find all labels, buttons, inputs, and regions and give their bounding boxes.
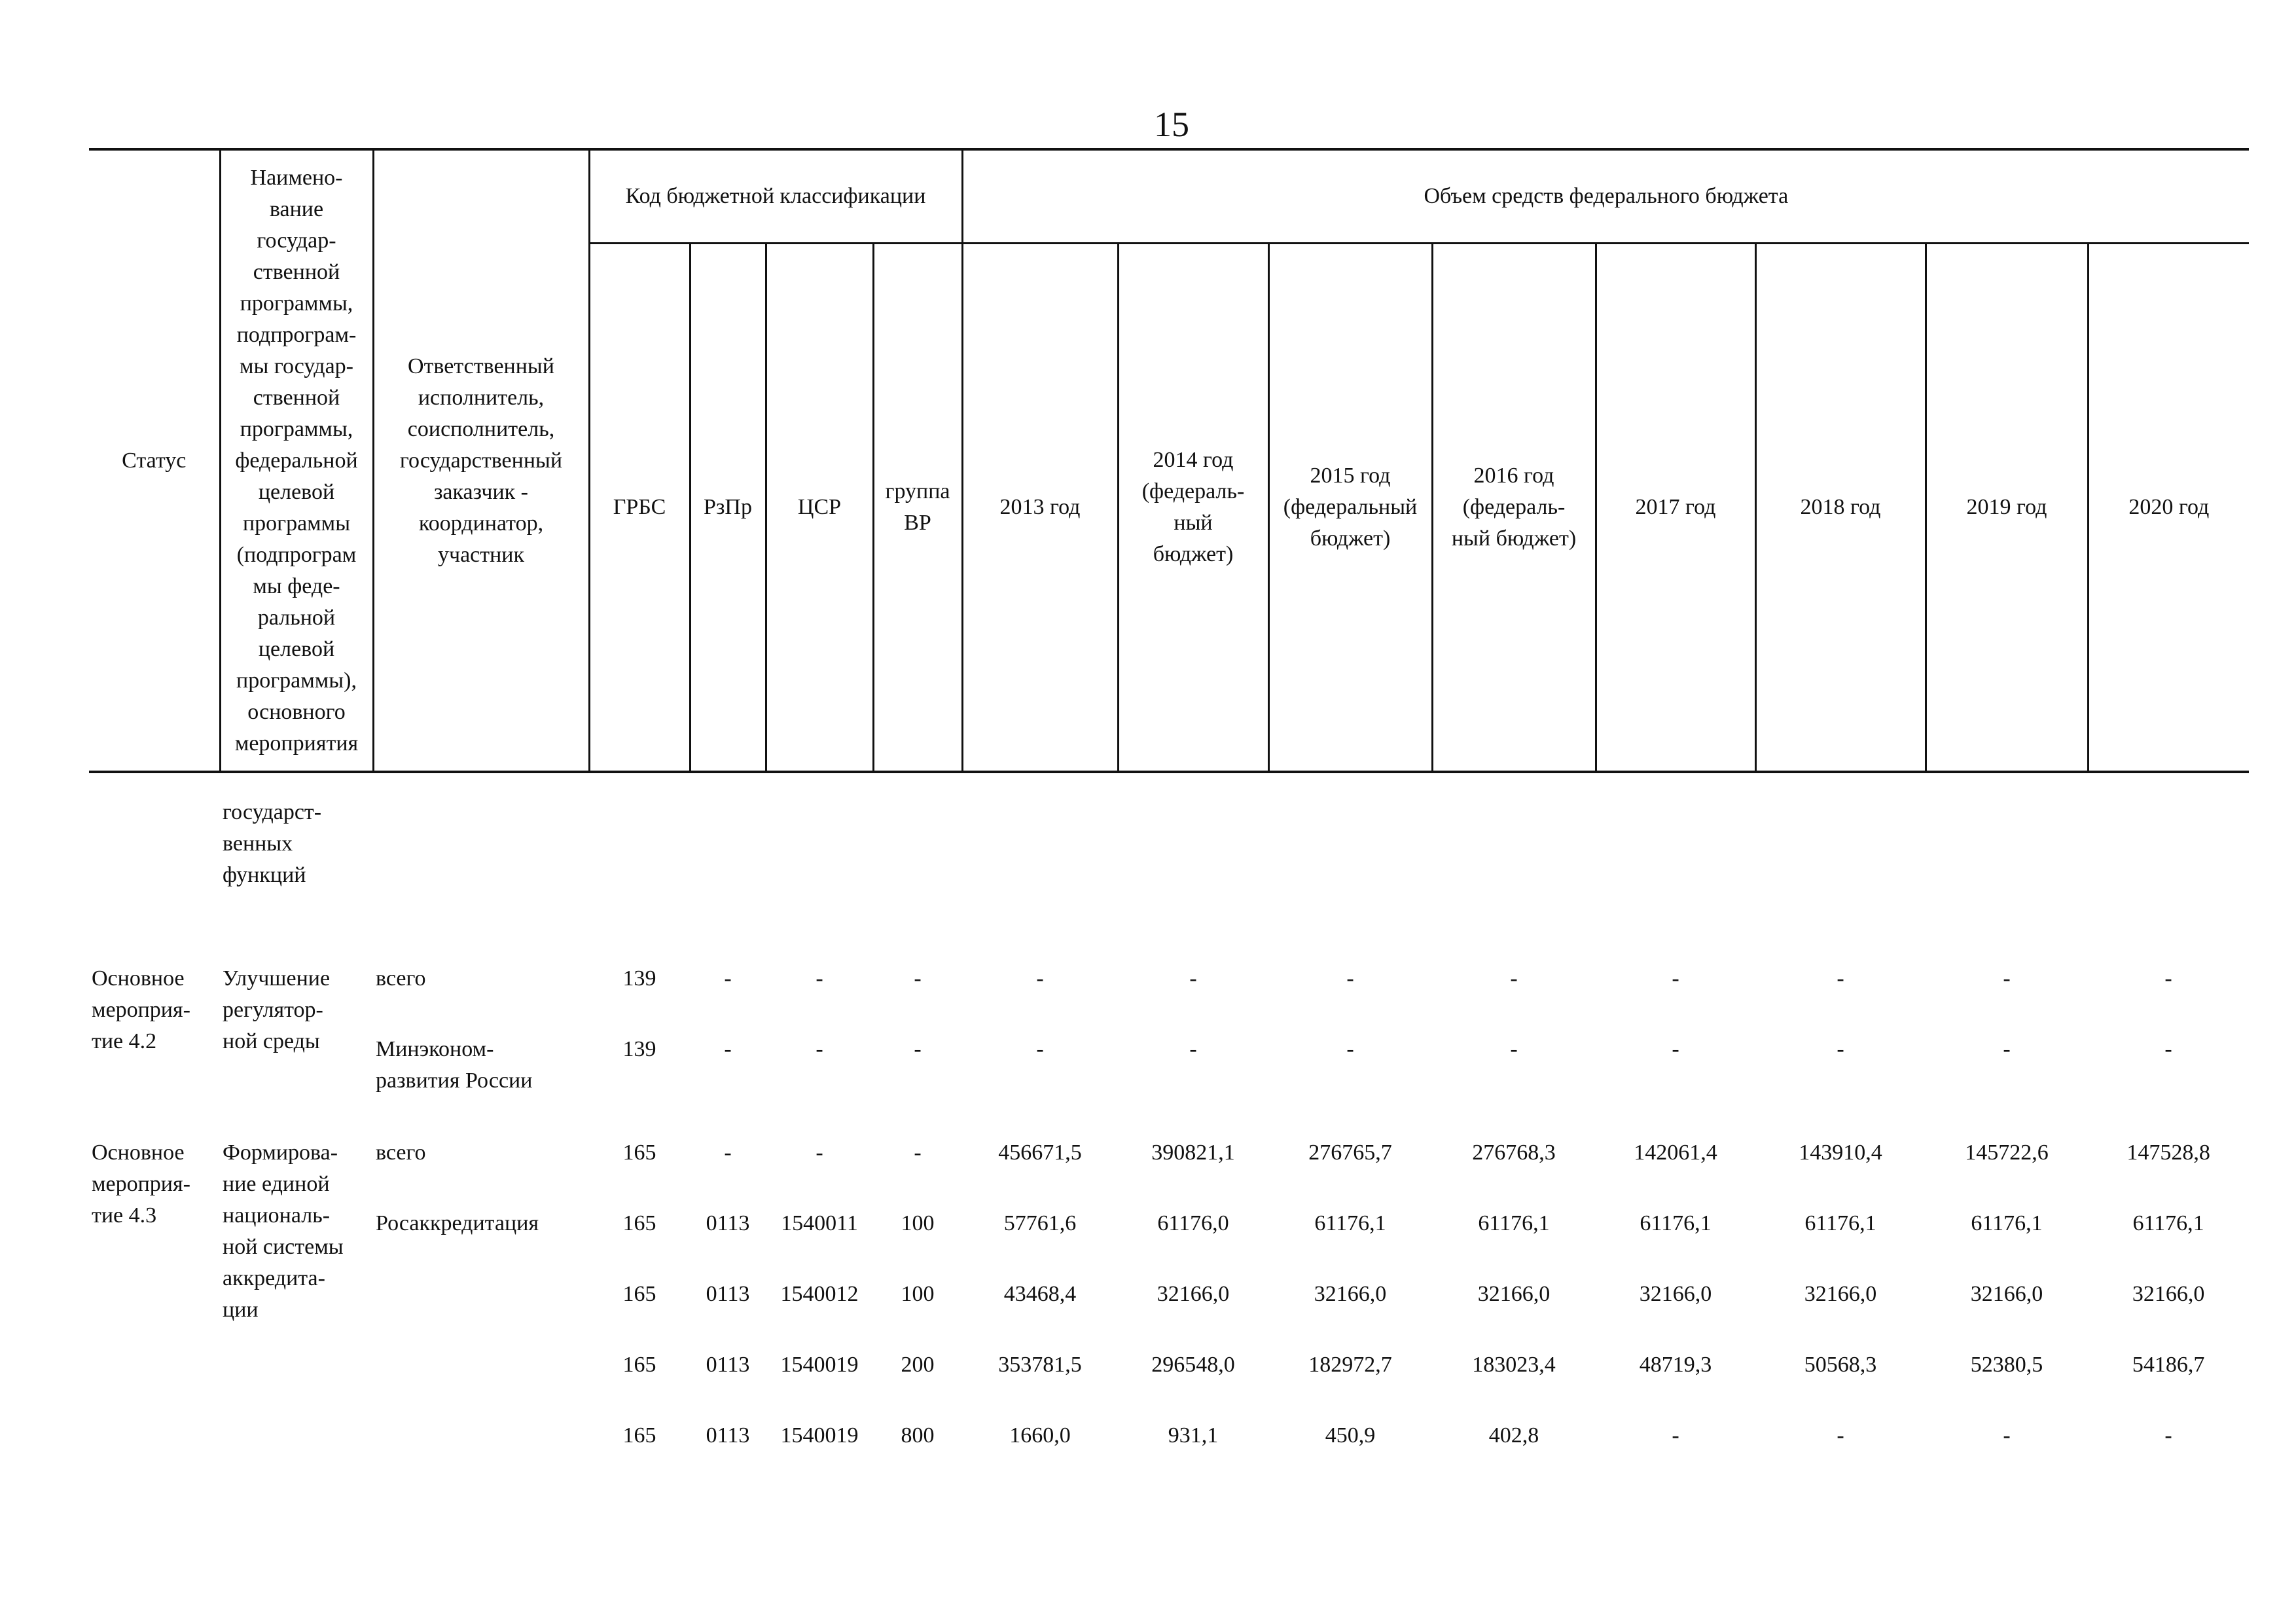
- value-2014: 61176,0: [1157, 1211, 1229, 1235]
- rzpr-cell: -: [724, 1140, 732, 1165]
- rzpr-cell: -: [724, 966, 732, 991]
- value-2015: -: [1346, 966, 1354, 991]
- header-responsible: Ответственный исполнитель, соисполнитель, государственный заказчик - координатор, участник: [373, 149, 589, 772]
- table-row: [89, 1344, 2249, 1415]
- value-2016: -: [1510, 966, 1518, 991]
- vr-cell: 100: [901, 1211, 935, 1235]
- value-2013: -: [1036, 966, 1044, 991]
- value-2015: 61176,1: [1314, 1211, 1386, 1235]
- table-row: [89, 1415, 2249, 1486]
- csr-cell: -: [816, 1037, 823, 1061]
- value-2020: -: [2164, 1423, 2172, 1448]
- responsible-cell: всего: [376, 966, 426, 991]
- value-2014: -: [1189, 1037, 1197, 1061]
- value-2019: -: [2003, 1423, 2011, 1448]
- value-2020: 61176,1: [2132, 1211, 2204, 1235]
- csr-cell: 1540011: [781, 1211, 858, 1235]
- value-2018: 61176,1: [1804, 1211, 1876, 1235]
- value-2015: 32166,0: [1314, 1282, 1387, 1306]
- value-2018: -: [1837, 1037, 1844, 1061]
- rzpr-cell: 0113: [706, 1282, 750, 1306]
- header-vr: группа ВР: [873, 244, 962, 773]
- value-2015: 182972,7: [1308, 1353, 1392, 1377]
- header-budget-code-group: Код бюджетной классификации: [589, 149, 962, 244]
- value-2014: 390821,1: [1151, 1140, 1235, 1165]
- value-2014: -: [1189, 966, 1197, 991]
- value-2018: -: [1837, 966, 1844, 991]
- vr-cell: -: [914, 1140, 922, 1165]
- grbs-cell: 139: [622, 1037, 656, 1061]
- intro-text: государст- венных функций: [223, 800, 322, 887]
- intro-empty-cell: [373, 772, 2249, 951]
- value-2019: -: [2003, 966, 2011, 991]
- grbs-cell: 165: [622, 1353, 656, 1377]
- value-2019: 52380,5: [1970, 1353, 2043, 1377]
- value-2017: 142061,4: [1634, 1140, 1717, 1165]
- value-2015: 450,9: [1325, 1423, 1376, 1448]
- header-grbs: ГРБС: [589, 244, 690, 773]
- value-2017: 61176,1: [1640, 1211, 1712, 1235]
- header-2019: 2019 год: [1926, 244, 2088, 773]
- value-2016: 32166,0: [1477, 1282, 1551, 1306]
- header-csr: ЦСР: [766, 244, 873, 773]
- table-row: [89, 1203, 2249, 1273]
- value-2020: -: [2164, 966, 2172, 991]
- value-2020: -: [2164, 1037, 2172, 1061]
- value-2013: 43468,4: [1003, 1282, 1077, 1306]
- grbs-cell: 165: [622, 1140, 656, 1165]
- name-cell: Формирова- ние единой националь- ной системы аккредита- ции: [223, 1140, 344, 1322]
- name-cell: Улучшение регулятор- ной среды: [223, 966, 331, 1053]
- intro-status-cell: [89, 772, 220, 951]
- value-2013: 57761,6: [1003, 1211, 1077, 1235]
- value-2014: 296548,0: [1151, 1353, 1235, 1377]
- value-2016: 183023,4: [1472, 1353, 1556, 1377]
- value-2017: 48719,3: [1639, 1353, 1712, 1377]
- value-2013: 456671,5: [998, 1140, 1082, 1165]
- budget-table: [89, 148, 2249, 1486]
- vr-cell: 200: [901, 1353, 935, 1377]
- value-2014: 931,1: [1168, 1423, 1219, 1448]
- value-2018: -: [1837, 1423, 1844, 1448]
- responsible-cell: [373, 1344, 589, 1415]
- grbs-cell: 165: [622, 1423, 656, 1448]
- vr-cell: 100: [901, 1282, 935, 1306]
- value-2018: 32166,0: [1804, 1282, 1877, 1306]
- header-funds-group: Объем средств федерального бюджета: [962, 149, 2249, 244]
- value-2016: 61176,1: [1478, 1211, 1550, 1235]
- table-row: [89, 1029, 2249, 1125]
- value-2014: 32166,0: [1157, 1282, 1230, 1306]
- table-header: [89, 149, 2249, 772]
- value-2016: 402,8: [1488, 1423, 1539, 1448]
- header-2015: 2015 год (федеральный бюджет): [1268, 244, 1432, 773]
- value-2020: 147528,8: [2126, 1140, 2210, 1165]
- page-number: 15: [1154, 105, 1189, 144]
- value-2013: -: [1036, 1037, 1044, 1061]
- table-row: [89, 1273, 2249, 1344]
- value-2017: -: [1672, 1423, 1679, 1448]
- header-2020: 2020 год: [2088, 244, 2249, 773]
- value-2013: 1660,0: [1009, 1423, 1071, 1448]
- responsible-cell: всего: [376, 1140, 426, 1165]
- value-2019: 32166,0: [1970, 1282, 2043, 1306]
- csr-cell: 1540019: [780, 1353, 859, 1377]
- rzpr-cell: 0113: [706, 1211, 750, 1235]
- header-2018: 2018 год: [1755, 244, 1926, 773]
- header-2013: 2013 год: [962, 244, 1118, 773]
- responsible-cell: [373, 1415, 589, 1486]
- value-2013: 353781,5: [998, 1353, 1082, 1377]
- vr-cell: 800: [901, 1423, 935, 1448]
- grbs-cell: 165: [622, 1211, 656, 1235]
- rzpr-cell: 0113: [706, 1423, 750, 1448]
- csr-cell: 1540012: [780, 1282, 859, 1306]
- grbs-cell: 139: [622, 966, 656, 991]
- csr-cell: -: [816, 966, 823, 991]
- responsible-cell: [373, 1273, 589, 1344]
- table-row: [89, 1125, 2249, 1203]
- header-rzpr: РзПр: [690, 244, 766, 773]
- csr-cell: 1540019: [780, 1423, 859, 1448]
- value-2019: 61176,1: [1971, 1211, 2043, 1235]
- header-2017: 2017 год: [1596, 244, 1755, 773]
- rzpr-cell: 0113: [706, 1353, 750, 1377]
- header-2016: 2016 год (федераль- ный бюджет): [1432, 244, 1596, 773]
- status-cell: Основное мероприя- тие 4.3: [92, 1140, 190, 1228]
- value-2017: -: [1672, 1037, 1679, 1061]
- value-2018: 143910,4: [1799, 1140, 1882, 1165]
- value-2016: 276768,3: [1472, 1140, 1556, 1165]
- value-2020: 54186,7: [2132, 1353, 2205, 1377]
- header-program-name: Наимено- вание государ- ственной программы, подпрограм- мы государ- ственной программы, федеральной целевой программы (подпрограм мы феде- ральной целевой программы), основного мероприятия: [220, 149, 373, 772]
- vr-cell: -: [914, 966, 922, 991]
- header-status: Статус: [89, 149, 220, 772]
- status-cell: Основное мероприя- тие 4.2: [92, 966, 190, 1053]
- value-2019: 145722,6: [1965, 1140, 2049, 1165]
- value-2016: -: [1510, 1037, 1518, 1061]
- csr-cell: -: [816, 1140, 823, 1165]
- rzpr-cell: -: [724, 1037, 732, 1061]
- value-2015: 276765,7: [1308, 1140, 1392, 1165]
- responsible-cell: Минэконом- развития России: [376, 1037, 533, 1093]
- table-body: [89, 772, 2249, 1486]
- value-2017: -: [1672, 966, 1679, 991]
- value-2020: 32166,0: [2132, 1282, 2205, 1306]
- table-row: [89, 951, 2249, 1029]
- vr-cell: -: [914, 1037, 922, 1061]
- intro-row: [89, 772, 2249, 951]
- value-2018: 50568,3: [1804, 1353, 1877, 1377]
- value-2019: -: [2003, 1037, 2011, 1061]
- value-2015: -: [1346, 1037, 1354, 1061]
- grbs-cell: 165: [622, 1282, 656, 1306]
- header-2014: 2014 год (федераль- ный бюджет): [1118, 244, 1268, 773]
- value-2017: 32166,0: [1639, 1282, 1712, 1306]
- responsible-cell: Росаккредитация: [376, 1211, 539, 1235]
